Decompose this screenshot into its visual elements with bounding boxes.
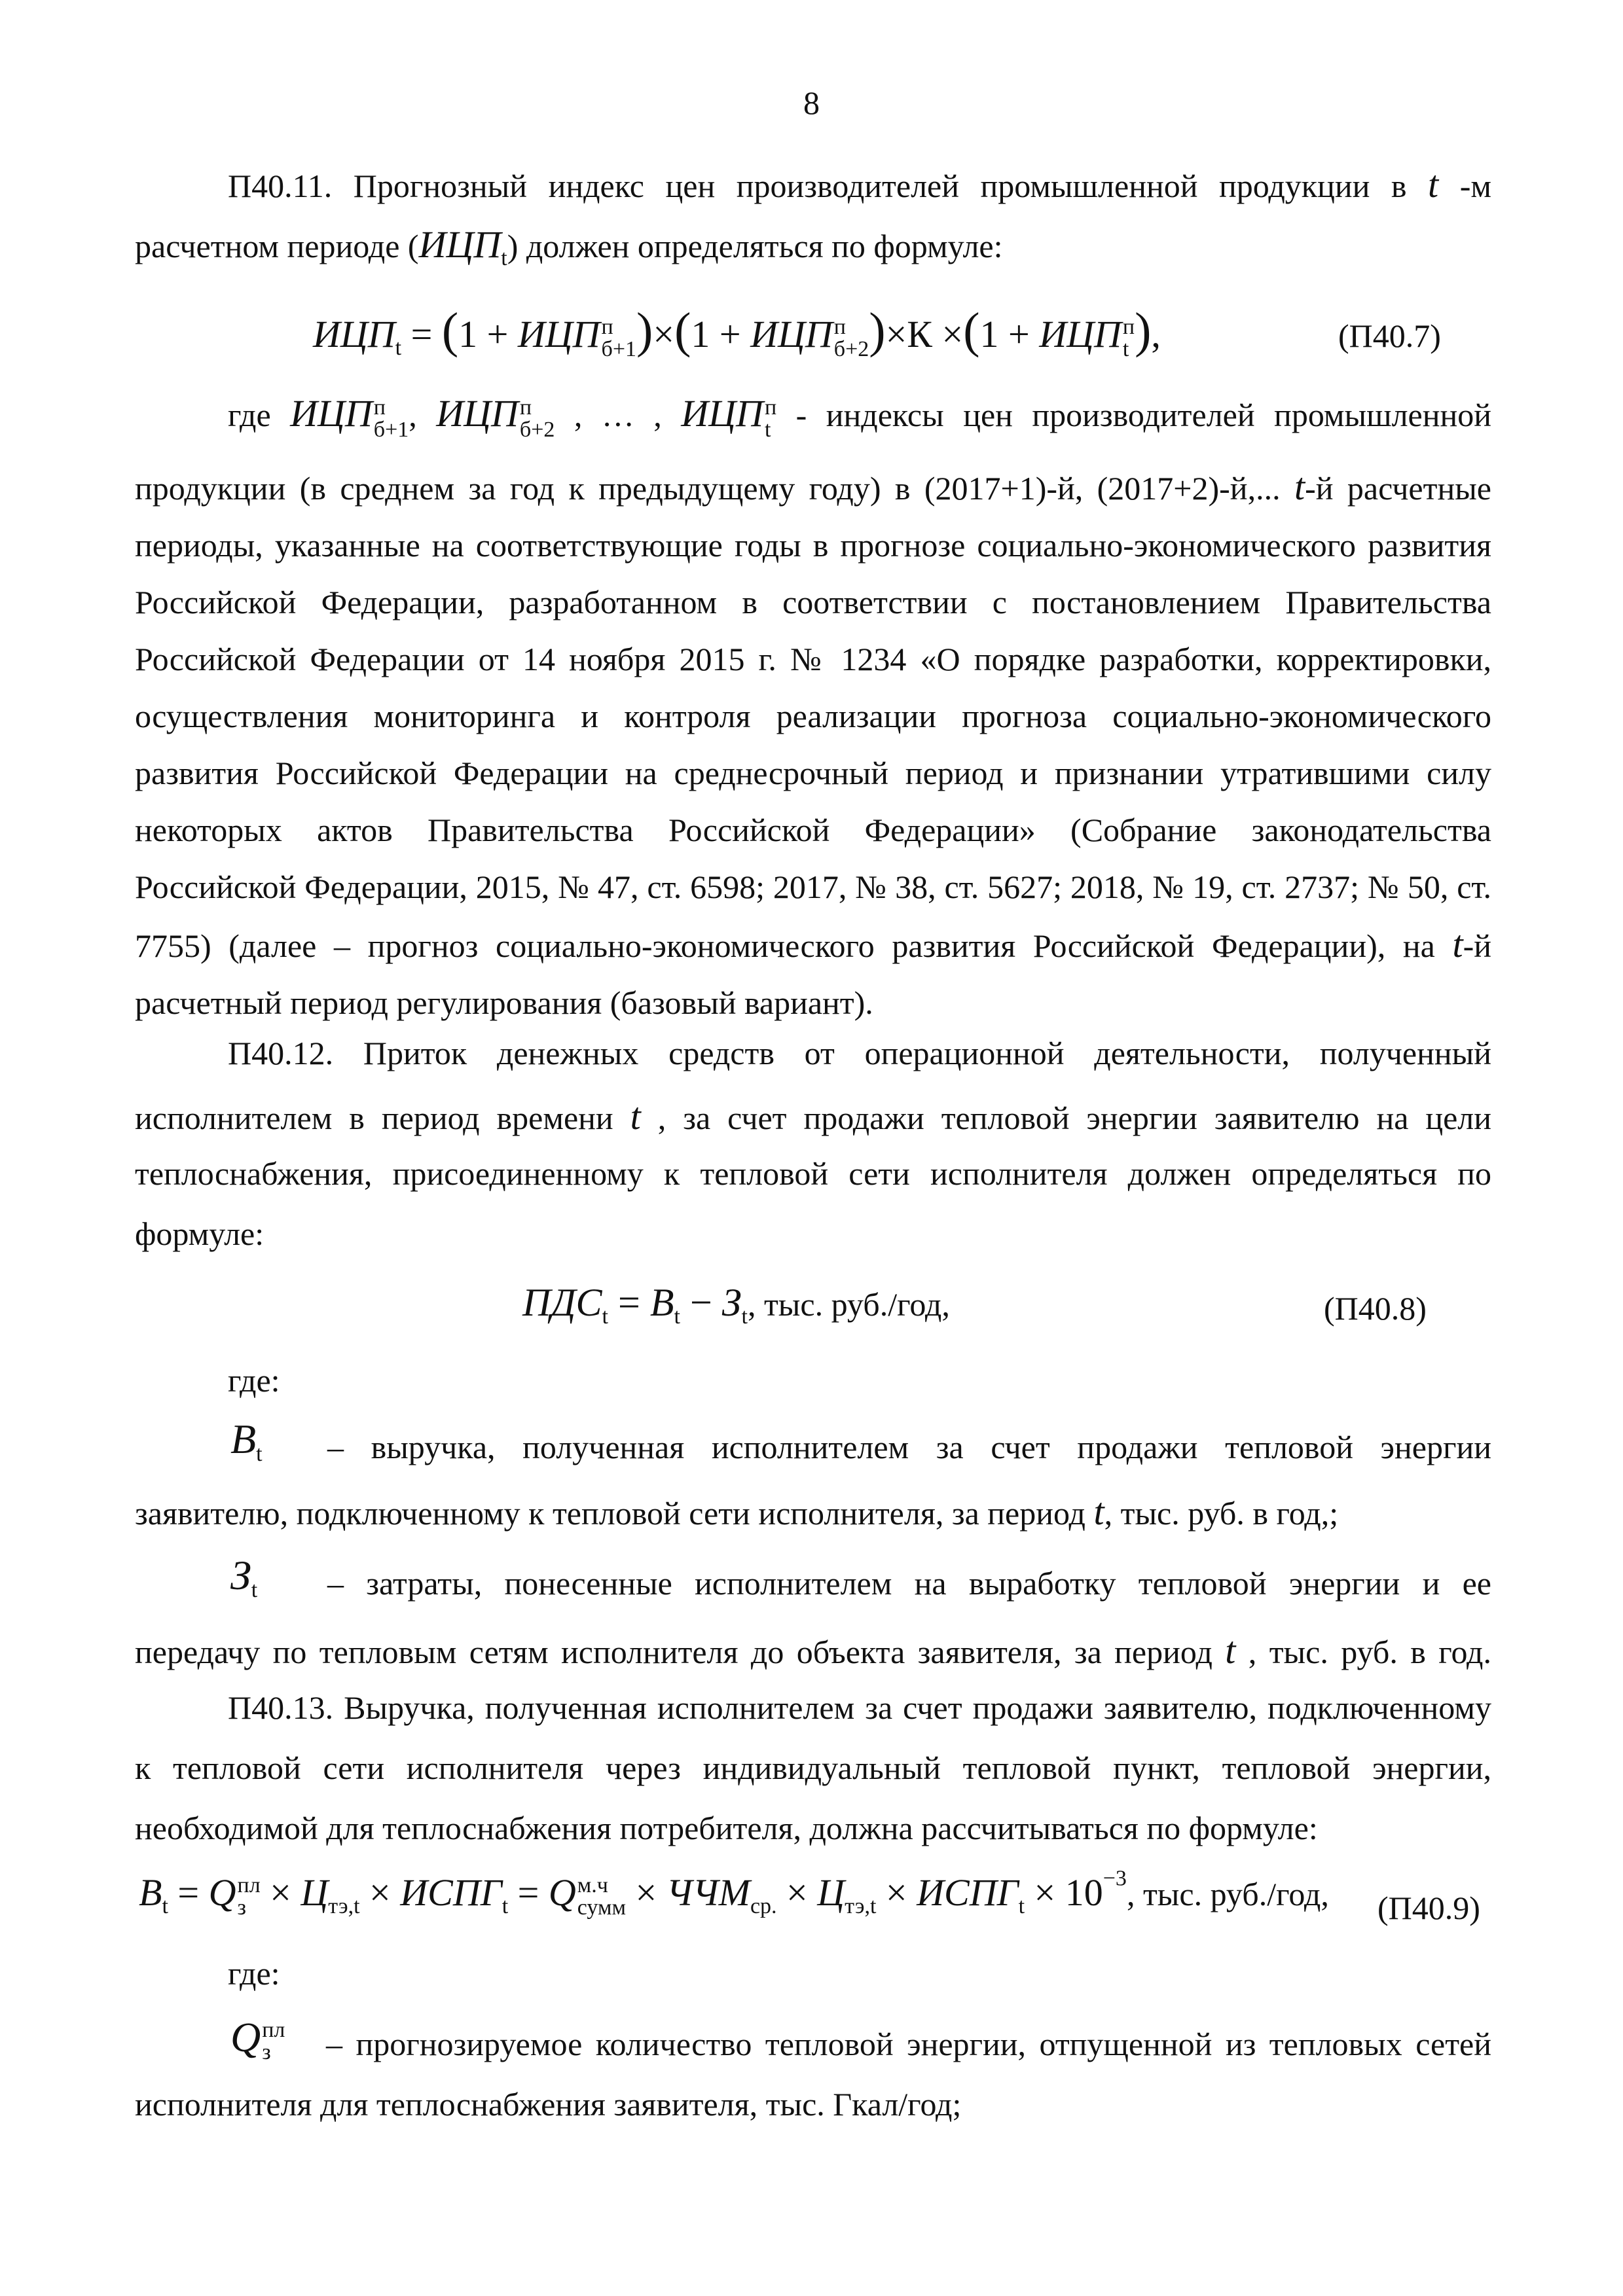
- formula-p40-7: [313, 302, 1161, 361]
- where-text: - индексы цен производителей промышленной: [795, 397, 1492, 433]
- f9-chm: ЧЧМ: [666, 1871, 750, 1914]
- f9-q2: Q: [548, 1871, 576, 1914]
- where-sub-2: б+2: [519, 417, 555, 442]
- f9-times-2: ×: [369, 1871, 391, 1914]
- f7-paren-close-3: ): [1135, 303, 1152, 358]
- p40-12-line-4: формуле:: [135, 1215, 264, 1252]
- var-t: t: [1225, 1629, 1236, 1672]
- f9-c: Ц: [301, 1871, 329, 1914]
- f8-b: B: [649, 1281, 674, 1324]
- f7-sub-3: t: [1122, 336, 1129, 361]
- f8-minus: −: [689, 1281, 712, 1324]
- f8-lhs-sub: t: [602, 1304, 608, 1329]
- p40-13-line-2: [135, 1749, 1491, 1787]
- f8-z-sub: t: [741, 1304, 748, 1329]
- symbol-q: [230, 2013, 285, 2064]
- f7-term-3: ИЦП: [1039, 313, 1122, 355]
- p40-12-line-2: [135, 1094, 1491, 1138]
- where-term-3: ИЦП: [681, 392, 763, 435]
- f7-times-1: ×: [653, 313, 675, 355]
- where-sup-2: п: [519, 395, 532, 420]
- f9-ten-sup: −3: [1103, 1866, 1127, 1891]
- f9-eq-2: =: [517, 1871, 539, 1914]
- var-t: t: [1294, 465, 1305, 508]
- z-desc-1-text: – затраты, понесенные исполнителем на выработку тепловой энергии и ее: [327, 1565, 1491, 1602]
- formula-p40-8: [522, 1280, 950, 1329]
- p40-11-body-seg-2: -й расчетные периоды, указанные на соответствующие годы в прогнозе социально-экономического развития Российской Федерации, разработанном в соответствии с постановлением Правительства Российской Федерации от 14 ноября 2015 г. № 1234 «О порядке разработки, корректировки, осуществления мониторинга и контроля реализации прогноза социально-экономического развития Российской Федерации на среднесрочный период и признании утратившими силу некоторых актов Правительства Российской Федерации» (Собрание законодательства Российской Федерации, 2015, № 47, ст. 6598; 2017, № 38, ст. 5627; 2018, № 19, ст. 2737; № 50, ст. 7755) (далее – прогноз социально-экономического развития Российской Федерации), на: [135, 470, 1491, 964]
- b-desc-line-1: [327, 1428, 1491, 1466]
- eq-number-p40-9: (П40.9): [1377, 1890, 1480, 1926]
- f9-ispg-sub: t: [501, 1893, 509, 1918]
- p40-11-body-seg-1: продукции (в среднем за год к предыдущему году) в (2017+1)-й, (2017+2)-й,...: [135, 470, 1281, 507]
- f7-k: К: [907, 313, 932, 355]
- f8-b-sub: t: [674, 1304, 680, 1329]
- where-sup-3: п: [764, 395, 777, 420]
- where-sub-1: б+1: [373, 417, 409, 442]
- p40-12-line-3: [135, 1155, 1491, 1193]
- b-desc-2a: заявителю, подключенному к тепловой сети исполнителя, за период: [135, 1495, 1085, 1532]
- f9-b: B: [139, 1871, 162, 1914]
- symbol-b: B: [230, 1416, 257, 1462]
- f9-ten: 10: [1065, 1871, 1103, 1914]
- where-term-2: ИЦП: [436, 392, 519, 435]
- f7-sup-3: п: [1122, 314, 1135, 339]
- f7-one-3: 1: [979, 313, 999, 355]
- f7-paren-close-1: ): [636, 303, 653, 358]
- symbol-q-letter: Q: [230, 2014, 261, 2060]
- f7-sup-1: п: [601, 314, 613, 339]
- f7-sub-1: б+1: [601, 336, 637, 361]
- f7-one-1: 1: [458, 313, 478, 355]
- p40-11-line-2-prefix: расчетном периоде (: [135, 228, 419, 264]
- symbol-q-indices: [262, 2019, 285, 2064]
- b-desc-2b: , тыс. руб. в год,;: [1104, 1495, 1339, 1532]
- var-t: t: [1452, 923, 1463, 965]
- f9-b-sub: t: [162, 1893, 168, 1918]
- symbol-b-sub: t: [256, 1441, 263, 1466]
- f9-ispg: ИСПГ: [400, 1871, 502, 1914]
- p40-13-line-1: [135, 1689, 1491, 1727]
- f9-times-6: ×: [1034, 1871, 1056, 1914]
- f7-term-2-indices: [834, 316, 869, 361]
- f9-times-3: ×: [635, 1871, 657, 1914]
- var-t: t: [1093, 1490, 1104, 1533]
- z-desc-2a: передачу по тепловым сетям исполнителя до объекта заявителя, за период: [135, 1634, 1213, 1670]
- f7-term-3-indices: [1123, 316, 1135, 361]
- where-sup-1: п: [373, 395, 386, 420]
- var-t: t: [630, 1095, 641, 1138]
- p40-13-line-1-text: П40.13. Выручка, полученная исполнителем за счет продажи заявителю, подключенному: [228, 1689, 1491, 1726]
- f7-paren-open-1: (: [441, 303, 459, 358]
- p40-11-body: [135, 458, 1491, 1031]
- f9-c2: Ц: [817, 1871, 845, 1914]
- f9-q-sub: з: [237, 1895, 246, 1920]
- page-number: 8: [803, 84, 820, 121]
- f8-units: , тыс. руб./год,: [747, 1286, 950, 1323]
- f7-term-2: ИЦП: [750, 313, 833, 355]
- where-dots: , … ,: [574, 397, 662, 433]
- symbol-z-t: [230, 1551, 257, 1600]
- f7-times-2: ×: [885, 313, 907, 355]
- b-desc-1-text: – выручка, полученная исполнителем за счет продажи тепловой энергии: [327, 1429, 1491, 1465]
- f9-q2-indices: [577, 1874, 626, 1919]
- p40-11-line-2-suffix: ) должен определяться по формуле:: [507, 228, 1003, 264]
- p40-11-body-seg-3: -й расчетный период регулирования (базовый вариант).: [135, 927, 1491, 1021]
- eq-number-p40-7: (П40.7): [1338, 317, 1441, 354]
- f9-ispg2: ИСПГ: [917, 1871, 1019, 1914]
- f7-term-1: ИЦП: [517, 313, 600, 355]
- q-desc-line-2: исполнителя для теплоснабжения заявителя, тыс. Гкал/год;: [135, 2086, 962, 2123]
- symbol-b-t: [230, 1415, 263, 1466]
- p40-11-line-1-text: П40.11. Прогнозный индекс цен производителей промышленной продукции в: [228, 168, 1407, 204]
- where-term-2-indices: [520, 397, 555, 441]
- p40-12-line-2a: исполнителем в период времени: [135, 1100, 613, 1136]
- p40-11-line-1: [135, 162, 1491, 206]
- f7-paren-close-2: ): [869, 303, 886, 358]
- p40-12-line-2b: , за счет продажи тепловой энергии заявителю на цели: [657, 1100, 1492, 1136]
- f7-plus-3: +: [1008, 313, 1030, 355]
- b-desc-line-2: [135, 1490, 1338, 1534]
- p40-12-line-3-text: теплоснабжения, присоединенному к тепловой сети исполнителя должен определяться по: [135, 1155, 1491, 1192]
- f9-times-1: ×: [270, 1871, 291, 1914]
- f7-paren-open-2: (: [674, 303, 691, 358]
- f9-q: Q: [208, 1871, 236, 1914]
- f7-sub-2: б+2: [833, 336, 869, 361]
- p40-12-line-1-text: П40.12. Приток денежных средств от операционной деятельности, полученный: [228, 1035, 1491, 1071]
- f7-end: ,: [1151, 313, 1161, 355]
- symbol-z-sub: t: [251, 1577, 258, 1602]
- where-term-1-indices: [374, 397, 409, 441]
- where-label: где: [228, 397, 271, 433]
- symbol-q-sup: пл: [262, 2018, 285, 2043]
- f9-c-sub: тэ,t: [328, 1893, 360, 1918]
- z-desc-line-1: [327, 1564, 1491, 1602]
- z-desc-line-2: [135, 1628, 1491, 1672]
- f7-lhs: ИЦП: [313, 313, 395, 355]
- f9-times-5: ×: [885, 1871, 907, 1914]
- f9-c2-sub: тэ,t: [845, 1893, 877, 1918]
- f7-eq: =: [410, 313, 433, 355]
- f7-one-2: 1: [691, 313, 710, 355]
- p40-12-line-1: [135, 1034, 1491, 1072]
- p40-13-line-3: необходимой для теплоснабжения потребителя, должна рассчитываться по формуле:: [135, 1810, 1318, 1846]
- f9-units: , тыс. руб./год,: [1126, 1876, 1329, 1912]
- f9-q2-sub: сумм: [577, 1895, 626, 1920]
- f7-times-3: ×: [941, 313, 964, 355]
- symbol-z: З: [230, 1552, 251, 1598]
- f7-paren-open-3: (: [963, 303, 980, 358]
- where-terms-line: где ИЦП п б+1 , ИЦП п б+2 , … , ИЦП п t - индексы цен производителей промышленной: [135, 391, 1491, 441]
- p40-11-suffix: -м: [1459, 168, 1492, 204]
- f9-q2-sup: м.ч: [577, 1873, 608, 1897]
- f9-ispg2-sub: t: [1018, 1893, 1025, 1918]
- q-desc-1-text: – прогнозируемое количество тепловой энергии, отпущенной из тепловых сетей: [326, 2026, 1491, 2062]
- f9-eq-1: =: [177, 1871, 200, 1914]
- f7-plus-1: +: [486, 313, 509, 355]
- f7-term-1-indices: [602, 316, 636, 361]
- eq-number-p40-8: (П40.8): [1324, 1290, 1427, 1327]
- symbol-q-sub: з: [262, 2040, 271, 2065]
- where-term-1: ИЦП: [290, 392, 373, 435]
- var-t: t: [1428, 163, 1439, 206]
- f8-z: З: [721, 1281, 742, 1324]
- f9-times-4: ×: [786, 1871, 808, 1914]
- z-desc-2b: , тыс. руб. в год.: [1248, 1634, 1491, 1670]
- f7-lhs-sub: t: [395, 335, 402, 360]
- var-icp-sub: t: [501, 245, 507, 270]
- formula-p40-9: [139, 1866, 1329, 1920]
- f9-q-indices: [238, 1874, 261, 1919]
- f7-plus-2: +: [719, 313, 741, 355]
- q-desc-line-1: [326, 2025, 1491, 2063]
- f7-sup-2: п: [833, 314, 846, 339]
- where-label-2: где:: [228, 1955, 280, 1992]
- var-icp: ИЦП: [418, 223, 501, 266]
- where-sub-3: t: [764, 417, 771, 442]
- where-label-1: где:: [228, 1362, 280, 1399]
- f8-lhs: ПДС: [522, 1281, 602, 1324]
- p40-11-line-2: [135, 223, 1003, 270]
- f8-eq: =: [617, 1281, 640, 1324]
- where-term-3-indices: [765, 397, 776, 441]
- p40-13-line-2-text: к тепловой сети исполнителя через индивидуальный тепловой пункт, тепловой энергии,: [135, 1749, 1491, 1786]
- f9-chm-sub: ср.: [750, 1893, 777, 1918]
- f9-q-sup: пл: [237, 1873, 261, 1897]
